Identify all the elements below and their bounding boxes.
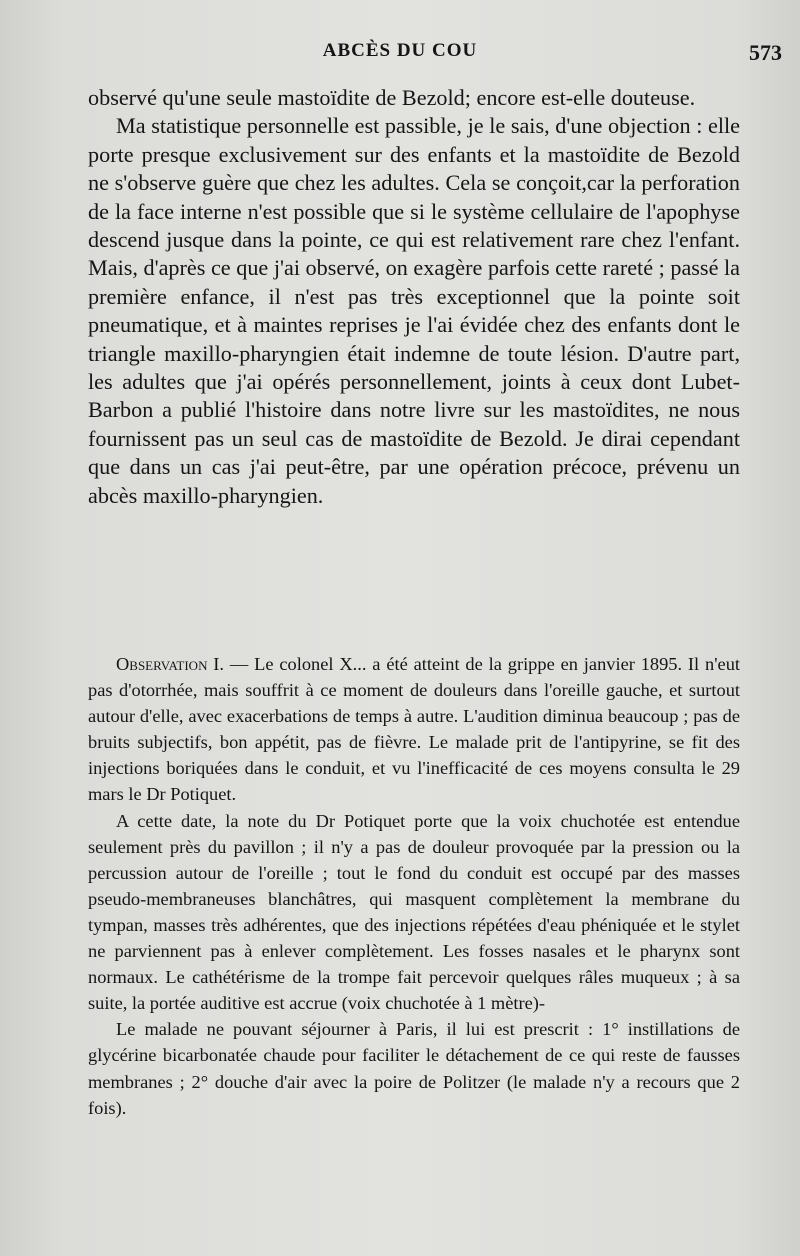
running-head (0, 40, 800, 70)
observation-paragraph-2: A cette date, la note du Dr Potiquet porte que la voix chuchotée est entendue seulement près du pavillon ; il n'y a pas de douleur provoquée par la pression ou la percussion autour de l'oreille ; tout le fond du conduit est occupé par des masses pseudo-membraneuses blanchâtres, qui masquent complètement la membrane du tympan, masses très adhérentes, que des injections répétées d'eau phéniquée et le stylet ne parviennent pas à enlever complètement. Les fosses nasales et le pharynx sont normaux. Le cathétérisme de la trompe fait percevoir quelques râles muqueux ; à sa suite, la portée auditive est accrue (voix chuchotée à 1 mètre)- (88, 810, 740, 1014)
observation-section (88, 651, 740, 1121)
observation-paragraph-1 (88, 651, 740, 808)
page-number: 573 (749, 40, 782, 65)
main-text (88, 84, 740, 510)
observation-paragraph-3: Le malade ne pouvant séjourner à Paris, il lui est prescrit : 1° instillations de glycérine bicarbonatée chaude pour faciliter le détachement de ce qui reste de fausses membranes ; 2° douche d'air avec la poire de Politzer (le malade n'y a recours que 2 fois). (88, 1019, 740, 1118)
observation-text-1: — Le colonel X... a été atteint de la grippe en janvier 1895. Il n'eut pas d'otorrhée, mais souffrit à ce moment de douleurs dans l'oreille gauche, et surtout autour d'elle, avec exacerbations de temps à autre. L'audition diminua beaucoup ; pas de bruits subjectifs, bon appétit, pas de fièvre. Le malade prit de l'antipyrine, se fit des injections boriquées dans le conduit, et vu l'inefficacité de ces moyens consulta le 29 mars le Dr Potiquet. (88, 654, 740, 805)
running-title: ABCÈS DU COU (322, 40, 478, 61)
observation-label: Observation I. (116, 654, 225, 674)
paragraph-2: Ma statistique personnelle est passible, je le sais, d'une objection : elle porte presque exclusivement sur des enfants et la mastoïdite de Bezold ne s'observe guère que chez les adultes. Cela se conçoit,car la perforation de la face interne n'est possible que si le système cellulaire de l'apophyse descend jusque dans la pointe, ce qui est relativement rare chez l'enfant. Mais, d'après ce que j'ai observé, on exagère parfois cette rareté ; passé la première enfance, il n'est pas très exceptionnel que la pointe soit pneumatique, et à maintes reprises je l'ai évidée chez des enfants dont le triangle maxillo-pharyngien était indemne de toute lésion. D'autre part, les adultes que j'ai opérés personnellement, joints à ceux dont Lubet-Barbon a publié l'histoire dans notre livre sur les mastoïdites, ne nous fournissent pas un seul cas de mastoïdite de Bezold. Je dirai cependant que dans un cas j'ai peut-être, par une opération précoce, prévenu un abcès maxillo-pharyngien. (88, 113, 740, 508)
paragraph-1: observé qu'une seule mastoïdite de Bezold; encore est-elle douteuse. (88, 85, 696, 110)
